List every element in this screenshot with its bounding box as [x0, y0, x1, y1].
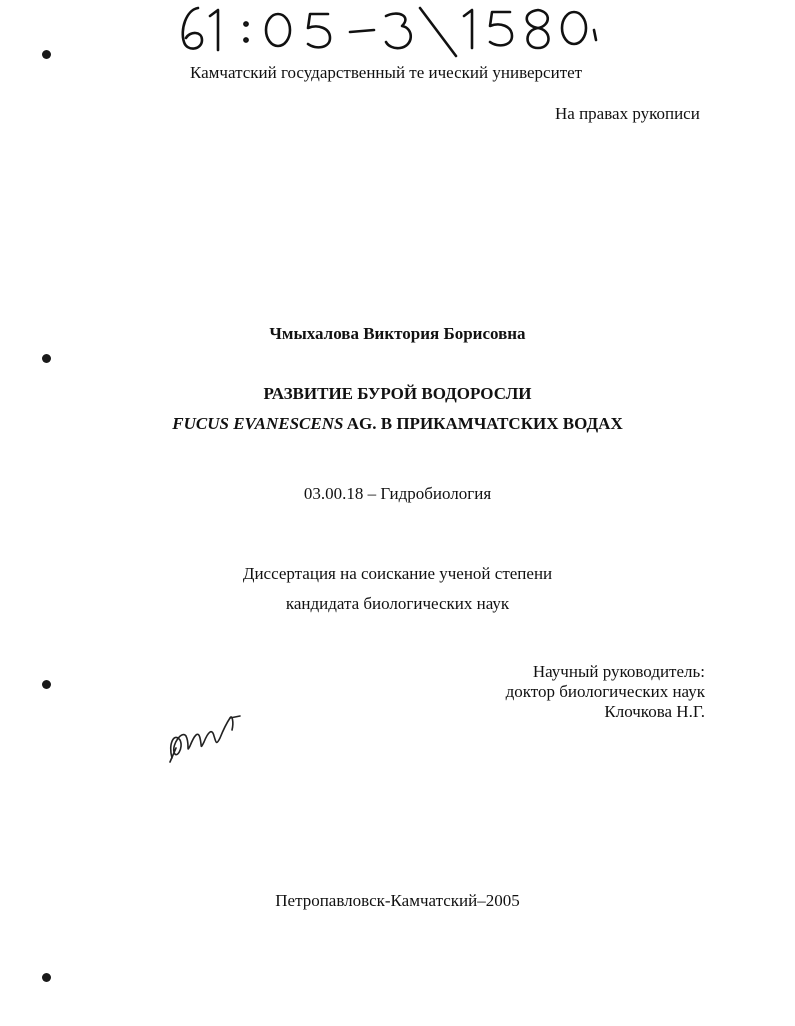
specialty: 03.00.18 – Гидробиология	[303, 484, 492, 503]
author-name: Чмыхалова Виктория Борисовна	[269, 324, 526, 343]
punch-hole	[42, 354, 51, 363]
degree-line-1: Диссертация на соискание ученой степени	[242, 564, 553, 583]
species-name: FUCUS EVANESCENS	[172, 414, 344, 433]
punch-hole	[42, 973, 51, 982]
punch-hole	[42, 680, 51, 689]
supervisor-name: Клочкова Н.Г.	[604, 702, 705, 721]
manuscript-rights: На правах рукописи	[555, 104, 700, 123]
title-line-1: РАЗВИТИЕ БУРОЙ ВОДОРОСЛИ	[263, 384, 532, 403]
punch-hole	[42, 50, 51, 59]
degree-line-2: кандидата биологических наук	[285, 594, 510, 613]
archive-mark-handwriting	[150, 0, 620, 60]
city-year: Петропавловск-Камчатский–2005	[275, 891, 520, 910]
title-line-2	[0, 414, 795, 434]
signature	[160, 700, 250, 770]
title-line-2-rest: AG. В ПРИКАМЧАТСКИХ ВОДАХ	[343, 414, 623, 433]
supervisor-label: Научный руководитель:	[532, 662, 705, 681]
university-name: Камчатский государственный те ический университет	[190, 63, 583, 82]
supervisor-degree: доктор биологических наук	[505, 682, 705, 701]
